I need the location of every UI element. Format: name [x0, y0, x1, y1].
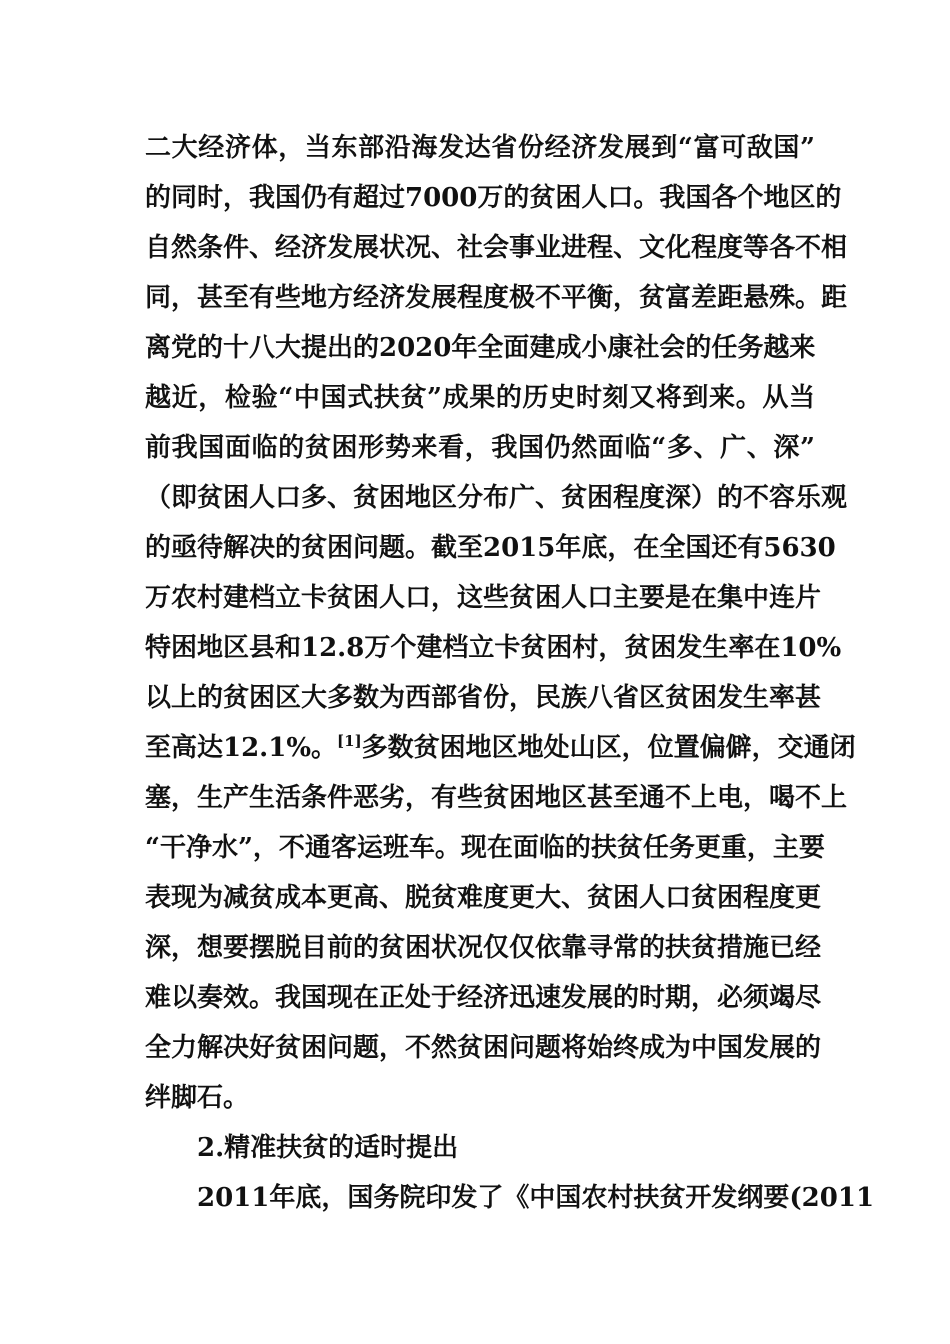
body-text-line: 前我国面临的贫困形势来看，我国仍然面临“多、广、深” [145, 433, 815, 463]
body-text-line: 离党的十八大提出的2020年全面建成小康社会的任务越来 [145, 333, 816, 363]
body-text-line: 塞，生产生活条件恶劣，有些贫困地区甚至通不上电，喝不上 [145, 783, 848, 813]
body-text-line: 深，想要摆脱目前的贫困状况仅仅依靠寻常的扶贫措施已经 [145, 933, 822, 963]
body-text-line: 以上的贫困区大多数为西部省份，民族八省区贫困发生率甚 [145, 683, 822, 713]
body-text-segment: 至高达12.1%。 [145, 733, 338, 763]
section-heading: 2.精准扶贫的适时提出 [197, 1133, 459, 1163]
body-text-line: （即贫困人口多、贫困地区分布广、贫困程度深）的不容乐观 [145, 483, 848, 513]
body-text-line: 绊脚石。 [145, 1083, 250, 1113]
body-text-line: 同，甚至有些地方经济发展程度极不平衡，贫富差距悬殊。距 [145, 283, 848, 313]
body-text-line: 特困地区县和12.8万个建档立卡贫困村，贫困发生率在10% [145, 633, 842, 663]
body-text-line: 2011年底，国务院印发了《中国农村扶贫开发纲要(2011 [197, 1183, 875, 1213]
body-text-line: 自然条件、经济发展状况、社会事业进程、文化程度等各不相 [145, 233, 848, 263]
body-text-line: 越近，检验“中国式扶贫”成果的历史时刻又将到来。从当 [145, 383, 815, 413]
body-text-line: 全力解决好贫困问题，不然贫困问题将始终成为中国发展的 [145, 1033, 822, 1063]
body-text-line: 二大经济体，当东部沿海发达省份经济发展到“富可敌国” [145, 133, 815, 163]
citation-reference: [1] [337, 732, 362, 750]
body-text-line: “干净水”，不通客运班车。现在面临的扶贫任务更重，主要 [145, 833, 825, 863]
body-text-line-with-citation [145, 728, 856, 768]
body-text-line: 万农村建档立卡贫困人口，这些贫困人口主要是在集中连片 [145, 583, 822, 613]
body-text-segment: 多数贫困地区地处山区，位置偏僻，交通闭 [361, 733, 856, 763]
body-text-line: 的同时，我国仍有超过7000万的贫困人口。我国各个地区的 [145, 183, 842, 213]
body-text-line: 的亟待解决的贫困问题。截至2015年底，在全国还有5630 [145, 533, 836, 563]
body-text-line: 表现为减贫成本更高、脱贫难度更大、贫困人口贫困程度更 [145, 883, 822, 913]
body-text-line: 难以奏效。我国现在正处于经济迅速发展的时期，必须竭尽 [145, 983, 822, 1013]
